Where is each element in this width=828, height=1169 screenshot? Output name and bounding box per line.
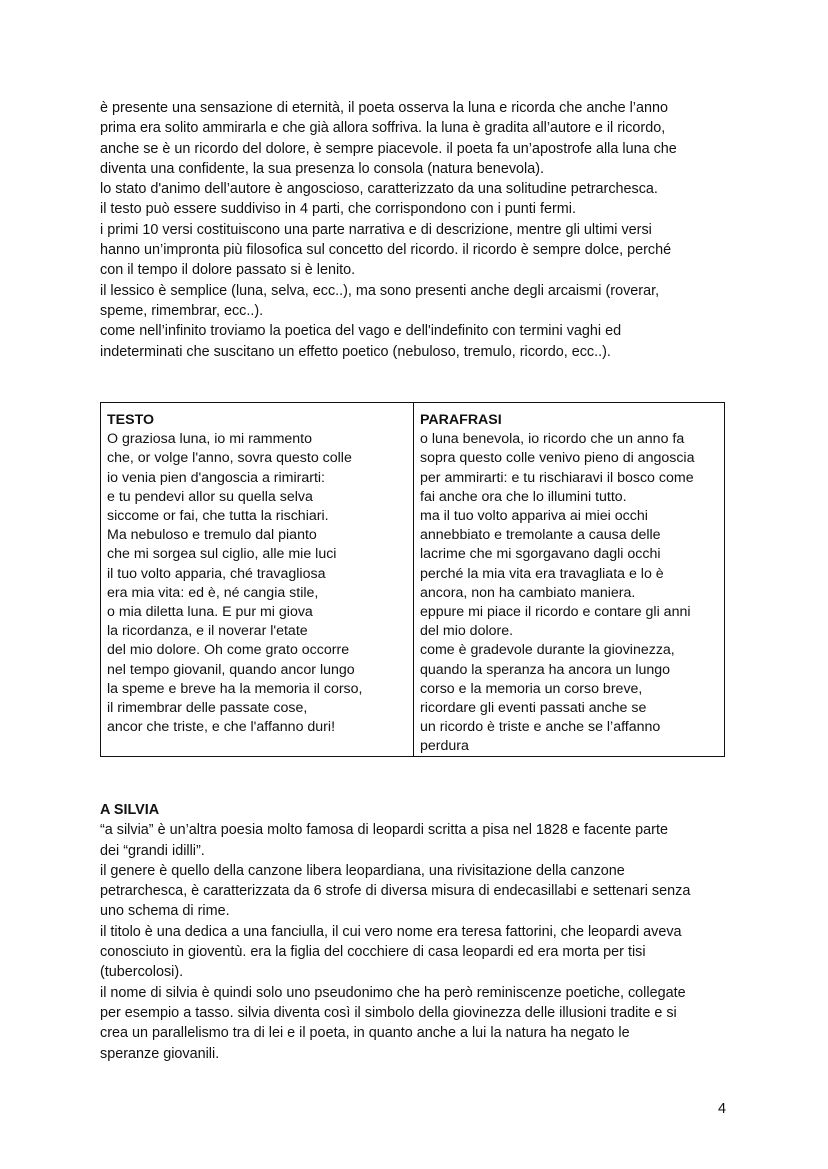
poem-line: io venia pien d'angoscia a rimirarti:	[107, 469, 325, 486]
poem-line: la speme e breve ha la memoria il corso,	[107, 680, 363, 697]
parafrasi-column	[414, 403, 724, 756]
paraphrase-line: un ricordo è triste e anche se l’affanno	[420, 719, 661, 736]
silvia-line: il nome di silvia è quindi solo uno pseudonimo che ha però reminiscenze poetiche, collegate	[100, 984, 686, 1001]
poem-line: e tu pendevi allor su quella selva	[107, 488, 313, 505]
intro-line: il testo può essere suddiviso in 4 parti, che corrispondono con i punti fermi.	[100, 201, 576, 218]
intro-line: i primi 10 versi costituiscono una parte narrativa e di descrizione, mentre gli ultimi versi	[100, 221, 652, 238]
poem-line: il rimembrar delle passate cose,	[107, 700, 308, 717]
paraphrase-line: ricordare gli eventi passati anche se	[420, 700, 647, 717]
poem-line: siccome or fai, che tutta la rischiari.	[107, 508, 329, 525]
intro-line: lo stato d'animo dell’autore è angoscioso, caratterizzato da una solitudine petrarchesca.	[100, 181, 658, 198]
paraphrase-line: perché la mia vita era travagliata e lo è	[420, 565, 664, 582]
poem-line: la ricordanza, e il noverar l'etate	[107, 623, 308, 640]
intro-paragraph	[100, 98, 730, 362]
silvia-line: crea un parallelismo tra di lei e il poeta, in quanto anche a lui la natura ha negato le	[100, 1025, 630, 1042]
poem-paraphrase-table	[100, 402, 725, 757]
silvia-line: conosciuto in gioventù. era la figlia del cocchiere di casa leopardi ed era morta per tisi	[100, 944, 646, 961]
poem-line: ancor che triste, e che l'affanno duri!	[107, 719, 336, 736]
poem-line: o mia diletta luna. E pur mi giova	[107, 604, 313, 621]
intro-line: come nell’infinito troviamo la poetica del vago e dell'indefinito con termini vaghi ed	[100, 323, 622, 340]
silvia-line: il genere è quello della canzone libera leopardiana, una rivisitazione della canzone	[100, 862, 625, 879]
paraphrase-line: eppure mi piace il ricordo e contare gli anni	[420, 604, 691, 621]
poem-line: il tuo volto apparia, ché travagliosa	[107, 565, 326, 582]
intro-line: è presente una sensazione di eternità, il poeta osserva la luna e ricorda che anche l’anno	[100, 100, 669, 116]
paraphrase-line: per ammirarti: e tu rischiaravi il bosco come	[420, 469, 694, 486]
testo-header: TESTO	[107, 412, 155, 428]
poem-line: che, or volge l'anno, sovra questo colle	[107, 450, 352, 467]
paraphrase-line: ancora, non ha cambiato maniera.	[420, 584, 636, 601]
intro-line: speme, rimembrar, ecc..).	[100, 302, 264, 319]
testo-column	[101, 403, 414, 756]
paraphrase-line: annebbiato e tremolante a causa delle	[420, 527, 661, 544]
poem-line: che mi sorgea sul ciglio, alle mie luci	[107, 546, 337, 563]
intro-line: diventa una confidente, la sua presenza lo consola (natura benevola).	[100, 160, 545, 177]
paraphrase-line: corso e la memoria un corso breve,	[420, 680, 643, 697]
poem-line: O graziosa luna, io mi rammento	[107, 431, 313, 448]
silvia-line: petrarchesca, è caratterizzata da 6 strofe di diversa misura di endecasillabi e settenari senza	[100, 883, 691, 900]
silvia-line: uno schema di rime.	[100, 903, 230, 920]
paraphrase-line: o luna benevola, io ricordo che un anno fa	[420, 431, 685, 448]
section-title: A SILVIA	[100, 802, 160, 818]
silvia-line: il titolo è una dedica a una fanciulla, il cui vero nome era teresa fattorini, che leopardi aveva	[100, 923, 682, 940]
intro-line: prima era solito ammirarla e che già allora soffriva. la luna è gradita all’autore e il ricordo,	[100, 120, 666, 137]
a-silvia-section	[100, 800, 730, 1064]
silvia-line: (tubercolosi).	[100, 964, 184, 981]
paraphrase-line: del mio dolore.	[420, 623, 514, 640]
page-number: 4	[718, 1101, 727, 1117]
paraphrase-line: sopra questo colle venivo pieno di angoscia	[420, 450, 695, 467]
parafrasi-header: PARAFRASI	[420, 412, 502, 428]
poem-line: era mia vita: ed è, né cangia stile,	[107, 584, 319, 601]
silvia-line: speranze giovanili.	[100, 1045, 220, 1062]
silvia-line: per esempio a tasso. silvia diventa così il simbolo della giovinezza delle illusioni tradite e si	[100, 1004, 677, 1021]
paraphrase-line: ma il tuo volto appariva ai miei occhi	[420, 508, 648, 525]
intro-line: anche se è un ricordo del dolore, è sempre piacevole. il poeta fa un’apostrofe alla luna che	[100, 140, 677, 157]
silvia-line: “a silvia” è un’altra poesia molto famosa di leopardi scritta a pisa nel 1828 e facente parte	[100, 822, 668, 839]
intro-line: con il tempo il dolore passato si è lenito.	[100, 262, 356, 279]
poem-line: del mio dolore. Oh come grato occorre	[107, 642, 350, 659]
paraphrase-line: quando la speranza ha ancora un lungo	[420, 661, 671, 678]
intro-line: hanno un’impronta più filosofica sul concetto del ricordo. il ricordo è sempre dolce, perché	[100, 242, 672, 259]
silvia-line: dei “grandi idilli”.	[100, 842, 205, 859]
paraphrase-line: fai anche ora che lo illumini tutto.	[420, 488, 627, 505]
intro-line: indeterminati che suscitano un effetto poetico (nebuloso, tremulo, ricordo, ecc..).	[100, 343, 611, 360]
paraphrase-line: lacrime che mi sgorgavano dagli occhi	[420, 546, 661, 563]
paraphrase-line: come è gradevole durante la giovinezza,	[420, 642, 675, 659]
intro-line: il lessico è semplice (luna, selva, ecc..), ma sono presenti anche degli arcaismi (roverar,	[100, 282, 660, 299]
paraphrase-line: perdura	[420, 738, 469, 755]
poem-line: nel tempo giovanil, quando ancor lungo	[107, 661, 355, 678]
poem-line: Ma nebuloso e tremulo dal pianto	[107, 527, 317, 544]
